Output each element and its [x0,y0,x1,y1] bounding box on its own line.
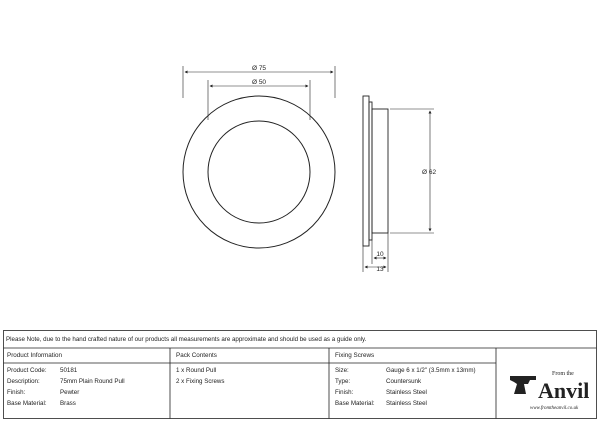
front-view [183,96,335,248]
pack-item: 1 x Round Pull [176,367,217,374]
screw-type-label: Type: [335,378,351,385]
flange-depth-label: 10 [376,251,384,258]
pack-item: 2 x Fixing Screws [176,378,225,385]
product-code-label: Product Code: [7,367,47,374]
description-value: 75mm Plain Round Pull [60,378,125,385]
finish-value: Pewter [60,389,80,396]
outer-rim-circle [183,96,335,248]
base-material-label: Base Material: [7,400,47,407]
inner-diameter-label: Ø 50 [251,79,267,86]
description-label: Description: [7,378,40,385]
from-the-anvil-logo [500,368,596,414]
pack-contents-heading: Pack Contents [176,352,217,359]
finish-label: Finish: [7,389,26,396]
logo-from-text: From the [552,371,574,377]
fixing-screws-heading: Fixing Screws [335,352,375,359]
screw-finish-value: Stainless Steel [386,389,427,396]
side-view [363,96,388,246]
anvil-icon [510,376,536,394]
inner-cup-circle [208,121,310,223]
screw-base-material-value: Stainless Steel [386,400,427,407]
screw-type-value: Countersunk [386,378,422,385]
product-information-heading: Product Information [7,352,62,359]
product-code-value: 50181 [60,367,78,374]
screw-finish-label: Finish: [335,389,354,396]
screw-size-label: Size: [335,367,349,374]
disclaimer-note: Please Note, due to the hand crafted nature of our products all measurements are approximate and should be used as a guide only. [6,336,367,343]
outer-diameter-label: Ø 75 [251,65,267,72]
base-material-value: Brass [60,400,76,407]
inner-diameter-dimension [208,80,310,120]
logo-brand-text: Anvil [538,378,590,403]
screw-base-material-label: Base Material: [335,400,375,407]
screw-size-value: Gauge 6 x 1/2" (3.5mm x 13mm) [386,367,476,374]
total-depth-label: 13 [376,266,384,273]
height-label: Ø 62 [422,169,437,176]
logo-url-text: www.fromtheanvil.co.uk [530,406,579,411]
